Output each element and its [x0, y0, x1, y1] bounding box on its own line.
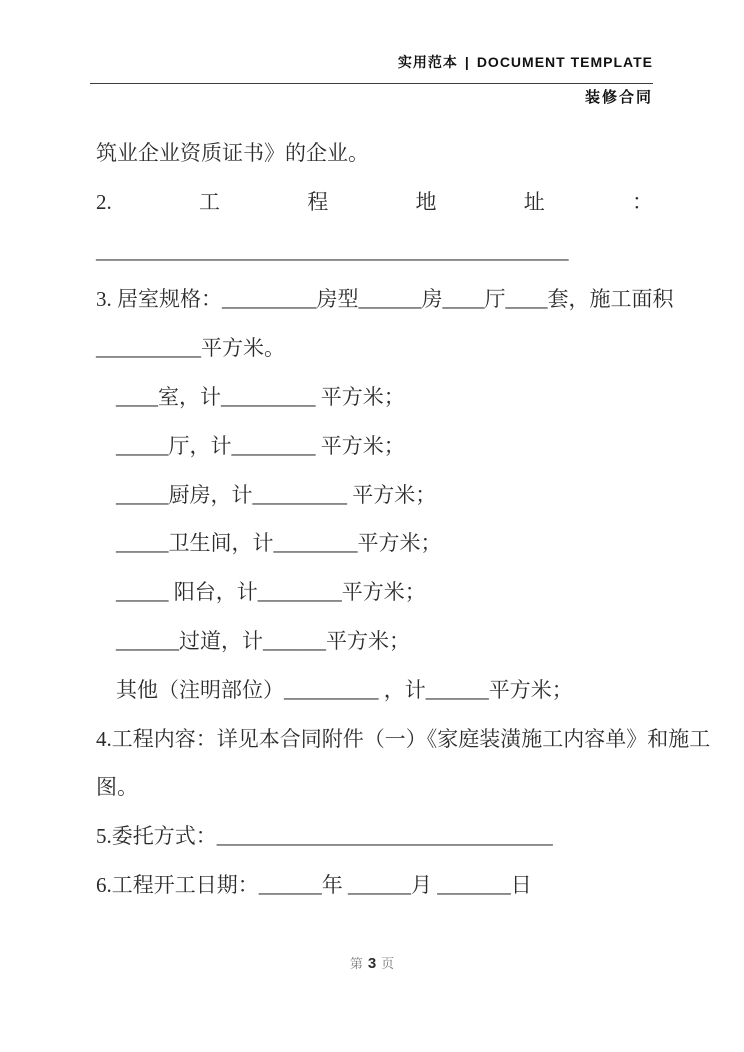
- clause-1-continuation: 筑业企业资质证书》的企业。: [96, 141, 369, 165]
- clause-3-heading: 3. 居室规格：_________房型______房____厅____套，施工面积: [96, 287, 674, 312]
- header-separator: |: [464, 54, 470, 70]
- footer-prefix: 第: [349, 956, 363, 971]
- clause-2-heading: [96, 178, 653, 227]
- clause-2-blank-line: _____________________________________________: [96, 238, 569, 263]
- page-number: 3: [367, 955, 377, 972]
- clause-5-entrust: 5.委托方式：________________________________: [96, 824, 553, 849]
- header-brand-line: [90, 53, 653, 72]
- room-item-hall: _____厅，计________ 平方米；: [116, 433, 405, 458]
- clause-3-area-line: __________平方米。: [96, 336, 285, 361]
- page-header: [90, 53, 653, 107]
- clause-2-char: 地: [415, 189, 437, 214]
- header-divider: [90, 83, 653, 84]
- room-item-bathroom: _____卫生间，计________平方米；: [116, 531, 442, 556]
- clause-2-char: 程: [307, 189, 329, 214]
- room-item-bedroom: ____室，计_________ 平方米；: [116, 384, 405, 409]
- document-type-label: 装修合同: [584, 89, 653, 106]
- header-brand-en: DOCUMENT TEMPLATE: [476, 54, 653, 70]
- room-item-other: 其他（注明部位）_________ ，计______平方米；: [116, 677, 573, 702]
- room-item-corridor: ______过道，计______平方米；: [116, 628, 410, 653]
- room-item-kitchen: _____厨房，计_________ 平方米；: [116, 482, 437, 507]
- clause-2-char: 址: [523, 189, 545, 214]
- clause-2-char: 工: [199, 189, 220, 214]
- page-footer: [0, 954, 744, 974]
- footer-suffix: 页: [381, 956, 395, 971]
- clause-6-start-date: 6.工程开工日期：______年 ______月 _______日: [96, 872, 532, 897]
- clause-4-continuation: 图。: [96, 775, 138, 800]
- contract-body: [96, 129, 711, 910]
- clause-4-content: 4.工程内容：详见本合同附件（一）《家庭装潢施工内容单》和施工: [96, 726, 711, 751]
- header-brand-cn: 实用范本: [397, 54, 458, 70]
- clause-2-colon: ：: [632, 189, 653, 214]
- clause-2-number: 2.: [96, 189, 112, 214]
- room-item-balcony: _____ 阳台，计________平方米；: [116, 580, 426, 605]
